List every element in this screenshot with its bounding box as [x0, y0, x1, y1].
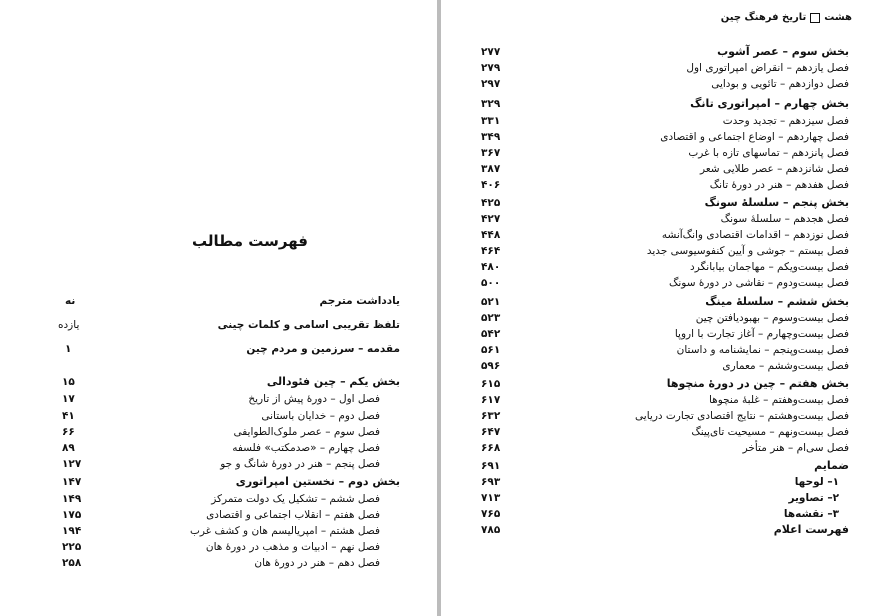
- part-title: فهرست اعلام: [773, 523, 849, 536]
- entry-label: فصل بیست‌وسوم – بهبودیافتن چین: [695, 312, 849, 324]
- toc-part: [481, 376, 849, 392]
- entry-label: ۳– نقشه‌ها: [783, 508, 839, 520]
- toc-entry: [481, 60, 849, 76]
- entry-page: ۳۲۹: [481, 98, 501, 110]
- entry-page: ۱۴۷: [62, 476, 82, 488]
- entry-label: فصل بیست‌وهفتم – غلبهٔ منچوها: [708, 394, 849, 406]
- toc-entry: [481, 506, 839, 522]
- toc-entry: [62, 491, 380, 507]
- entry-page: ۴۰۶: [481, 179, 501, 191]
- toc-part: [62, 474, 400, 490]
- entry-label: فصل بیست‌وششم – معماری: [722, 360, 849, 372]
- toc-part: [481, 294, 849, 310]
- entry-label: ۱– لوحها: [794, 476, 839, 488]
- entry-page: ۶۹۱: [481, 460, 501, 472]
- entry-label: فصل هفتم – انقلاب اجتماعی و اقتصادی: [206, 509, 380, 521]
- toc-title: فهرست مطالب: [192, 232, 308, 250]
- toc-part: [481, 96, 849, 112]
- entry-label: فصل بیست‌ودوم – نقاشی در دورهٔ سونگ: [668, 277, 849, 289]
- toc-entry: [481, 310, 849, 326]
- header-title: تاریخ فرهنگ چین: [720, 12, 807, 23]
- toc-entry: [62, 539, 380, 555]
- part-title: بخش سوم – عصر آشوب: [717, 45, 849, 58]
- entry-label: فصل بیست‌وپنجم – نمایشنامه و داستان: [676, 344, 849, 356]
- toc-entry: [62, 555, 380, 571]
- entry-label: فصل بیست‌وچهارم – آغاز تجارت با اروپا: [674, 328, 849, 340]
- toc-entry: [58, 317, 400, 333]
- toc-entry: [481, 342, 849, 358]
- entry-label: فصل سی‌ام – هنر متأخر: [742, 442, 849, 454]
- toc-entry: [481, 490, 839, 506]
- left-page: [0, 0, 437, 616]
- entry-page: ۵۲۳: [481, 312, 501, 324]
- toc-entry: [62, 456, 380, 472]
- entry-page: ۵۴۲: [481, 328, 501, 340]
- entry-page: ۲۷۹: [481, 62, 501, 74]
- toc-entry: [62, 424, 380, 440]
- entry-label: فصل بیستم – جوشی و آیین کنفوسیوسی جدید: [646, 245, 849, 257]
- part-title: بخش هفتم – چین در دورهٔ منچوها: [666, 377, 849, 390]
- entry-page: ۶۶۸: [481, 442, 501, 454]
- toc-part: [481, 195, 849, 211]
- toc-entry: [65, 293, 400, 309]
- entry-page: ۶۹۳: [481, 476, 501, 488]
- entry-label: فصل پانزدهم – تماسهای تازه با غرب: [688, 147, 849, 159]
- toc-entry: [481, 259, 849, 275]
- entry-label: مقدمه – سرزمین و مردم چین: [246, 343, 400, 355]
- header-folio: هشت: [824, 12, 852, 23]
- entry-label: فصل شانزدهم – عصر طلایی شعر: [699, 163, 849, 175]
- toc-part: [481, 522, 849, 538]
- toc-entry: [481, 177, 849, 193]
- entry-label: فصل اول – دورهٔ پیش از تاریخ: [248, 393, 380, 405]
- right-page: [441, 0, 877, 616]
- part-title: بخش یکم – چین فئودالی: [266, 375, 400, 388]
- entry-page: ۱۹۴: [62, 525, 82, 537]
- running-header: [721, 12, 852, 23]
- entry-label: فصل بیست‌وهشتم – نتایج اقتصادی تجارت دریایی: [635, 410, 849, 422]
- entry-page: ۵۲۱: [481, 296, 501, 308]
- entry-label: ۲– تصاویر: [788, 492, 839, 504]
- entry-label: فصل هفدهم – هنر در دورهٔ تانگ: [709, 179, 849, 191]
- toc-part: [481, 44, 849, 60]
- entry-page: ۶۴۷: [481, 426, 501, 438]
- toc-entry: [481, 424, 849, 440]
- toc-entry: [481, 76, 849, 92]
- entry-page: ۷۱۳: [481, 492, 501, 504]
- toc-entry: [481, 129, 849, 145]
- entry-label: فصل هجدهم – سلسلهٔ سونگ: [720, 213, 849, 225]
- entry-page: ۳۶۷: [481, 147, 501, 159]
- toc-entry: [65, 341, 400, 357]
- entry-page: ۱۴۹: [62, 493, 82, 505]
- toc-entry: [481, 227, 849, 243]
- entry-label: فصل چهارم – «صدمکتب» فلسفه: [232, 442, 380, 454]
- entry-page: ۶۶: [62, 426, 75, 438]
- entry-page: ۴۸۰: [481, 261, 501, 273]
- entry-page: ۳۸۷: [481, 163, 501, 175]
- entry-label: فصل دوازدهم – تائویی و بودایی: [711, 78, 849, 90]
- entry-page: ۵۹۶: [481, 360, 501, 372]
- toc-entry: [481, 392, 849, 408]
- entry-page: ۷۶۵: [481, 508, 501, 520]
- toc-entry: [481, 408, 849, 424]
- toc-entry: [481, 211, 849, 227]
- entry-page: یازده: [58, 319, 80, 331]
- entry-label: فصل دوم – خدایان باستانی: [261, 410, 380, 422]
- entry-label: فصل یازدهم – انقراض امپراتوری اول: [686, 62, 849, 74]
- entry-label: فصل بیست‌ونهم – مسیحیت تای‌پینگ: [691, 426, 849, 438]
- toc-part: [481, 458, 849, 474]
- entry-label: فصل سیزدهم – تجدید وحدت: [722, 115, 849, 127]
- entry-page: ۱۷: [62, 393, 75, 405]
- entry-page: ۲۲۵: [62, 541, 82, 553]
- entry-page: ۷۸۵: [481, 524, 501, 536]
- entry-page: ۴۴۸: [481, 229, 501, 241]
- part-title: بخش چهارم – امپراتوری تانگ: [690, 97, 849, 110]
- toc-entry: [481, 243, 849, 259]
- toc-entry: [62, 391, 380, 407]
- entry-label: فصل چهاردهم – اوضاع اجتماعی و اقتصادی: [660, 131, 849, 143]
- entry-page: ۸۹: [62, 442, 75, 454]
- entry-page: ۴۶۴: [481, 245, 501, 257]
- entry-label: فصل دهم – هنر در دورهٔ هان: [254, 557, 380, 569]
- entry-label: فصل نهم – ادبیات و مذهب در دورهٔ هان: [205, 541, 380, 553]
- entry-label: فصل نوزدهم – اقدامات اقتصادی وانگ‌آنشه: [661, 229, 849, 241]
- entry-label: فصل بیست‌ویکم – مهاجمان بیابانگرد: [690, 261, 849, 273]
- toc-entry: [481, 113, 849, 129]
- entry-page: ۲۵۸: [62, 557, 82, 569]
- entry-label: فصل ششم – تشکیل یک دولت متمرکز: [211, 493, 380, 505]
- entry-page: ۵۶۱: [481, 344, 501, 356]
- part-title: بخش ششم – سلسلهٔ مینگ: [705, 295, 849, 308]
- entry-page: ۵۰۰: [481, 277, 501, 289]
- entry-page: ۲۹۷: [481, 78, 501, 90]
- entry-page: ۱۵: [62, 376, 75, 388]
- toc-entry: [481, 474, 839, 490]
- entry-page: ۶۳۲: [481, 410, 501, 422]
- entry-label: یادداشت مترجم: [319, 295, 400, 307]
- entry-page: ۱۷۵: [62, 509, 82, 521]
- toc-entry: [62, 507, 380, 523]
- entry-page: ۳۴۹: [481, 131, 501, 143]
- entry-label: فصل هشتم – امپریالیسم هان و کشف غرب: [189, 525, 380, 537]
- entry-page: ۲۷۷: [481, 46, 501, 58]
- toc-entry: [62, 523, 380, 539]
- entry-page: ۱: [65, 343, 72, 355]
- part-title: ضمایم: [814, 459, 849, 472]
- part-title: بخش دوم – نخستین امپراتوری: [235, 475, 400, 488]
- entry-page: ۱۲۷: [62, 458, 82, 470]
- entry-label: فصل سوم – عصر ملوک‌الطوایفی: [233, 426, 380, 438]
- entry-page: ۴۲۷: [481, 213, 501, 225]
- entry-page: ۴۱: [62, 410, 75, 422]
- entry-label: فصل پنجم – هنر در دورهٔ شانگ و جو: [220, 458, 380, 470]
- toc-entry: [481, 440, 849, 456]
- entry-page: ۶۱۷: [481, 394, 501, 406]
- toc-entry: [481, 358, 849, 374]
- part-title: بخش پنجم – سلسلهٔ سونگ: [704, 196, 849, 209]
- toc-entry: [481, 145, 849, 161]
- toc-part: [62, 374, 400, 390]
- entry-page: ۶۱۵: [481, 378, 501, 390]
- toc-entry: [481, 326, 849, 342]
- toc-entry: [481, 161, 849, 177]
- toc-entry: [62, 440, 380, 456]
- entry-label: تلفظ تقریبی اسامی و کلمات چینی: [217, 319, 400, 331]
- square-ornament-icon: [810, 13, 820, 23]
- entry-page: نه: [65, 295, 76, 307]
- toc-entry: [62, 408, 380, 424]
- toc-entry: [481, 275, 849, 291]
- entry-page: ۴۲۵: [481, 197, 501, 209]
- entry-page: ۳۳۱: [481, 115, 501, 127]
